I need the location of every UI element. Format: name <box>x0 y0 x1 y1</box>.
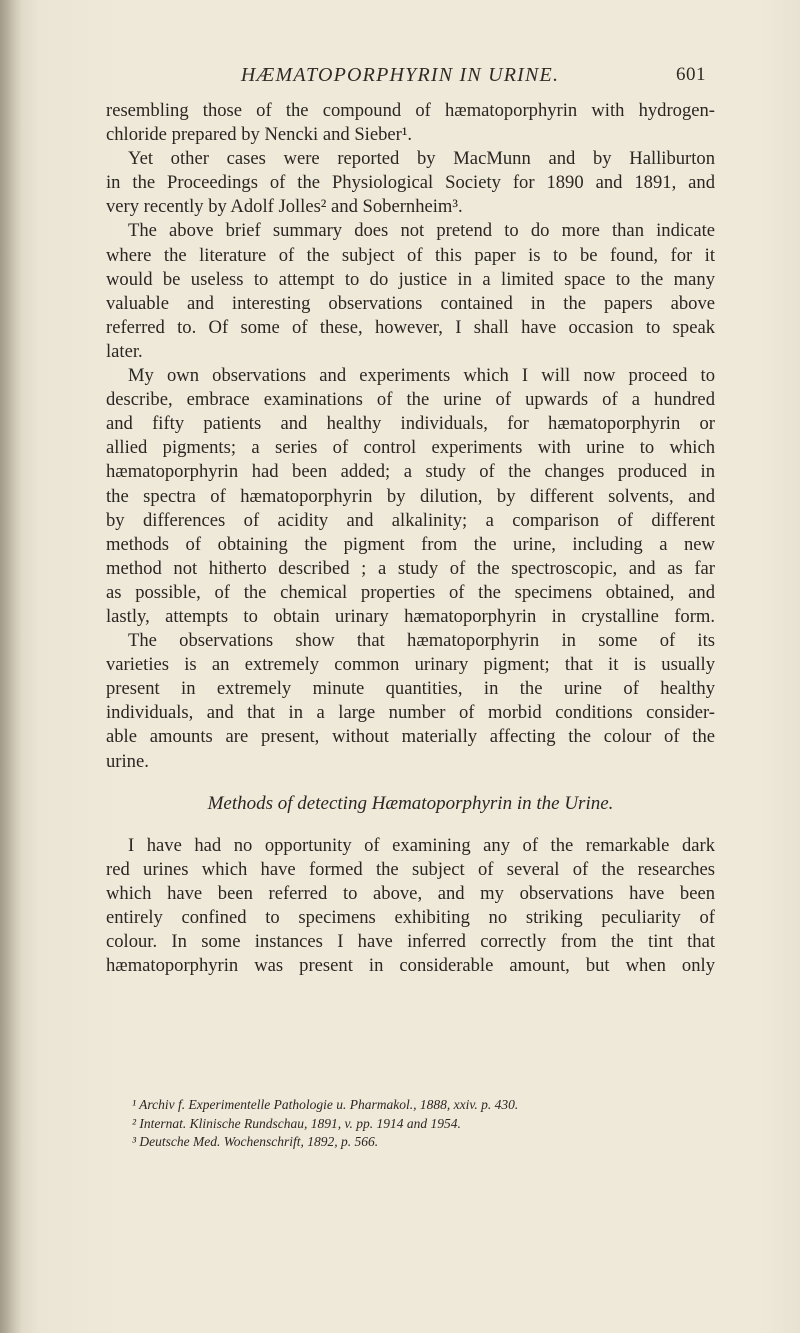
text-line: present in extremely minute quantities, in the urine of healthy <box>106 678 715 700</box>
text-line: method not hitherto described ; a study of the spectroscopic, and as far <box>106 557 715 579</box>
running-title: HÆMATOPORPHYRIN IN URINE. <box>240 64 560 86</box>
text-line: The observations show that hæmatoporphyrin in some of its <box>128 630 715 652</box>
text-line: the spectra of hæmatoporphyrin by dilution, by different solvents, and <box>106 485 715 507</box>
text-line: chloride prepared by Nencki and Sieber¹. <box>106 124 413 146</box>
text-line: as possible, of the chemical properties of the specimens obtained, and <box>106 581 715 603</box>
text-line: methods of obtaining the pigment from the urine, including a new <box>106 533 715 555</box>
text-line: able amounts are present, without materially affecting the colour of the <box>106 726 715 748</box>
text-line: red urines which have formed the subject of several of the researches <box>106 858 715 880</box>
text-line: in the Proceedings of the Physiological Society for 1890 and 1891, and <box>106 172 715 194</box>
footnote: ¹ Archiv f. Experimentelle Pathologie u. Pharmakol., 1888, xxiv. p. 430. <box>132 1097 519 1112</box>
text-line: would be useless to attempt to do justice in a limited space to the many <box>106 268 715 290</box>
text-line: very recently by Adolf Jolles² and Sobernheim³. <box>106 196 463 218</box>
text-line: colour. In some instances I have inferred correctly from the tint that <box>106 931 715 952</box>
text-line: by differences of acidity and alkalinity; a comparison of different <box>106 509 715 531</box>
text-line: later. <box>106 340 143 362</box>
text-line: My own observations and experiments which I will now proceed to <box>128 365 715 387</box>
section-heading: Methods of detecting Hæmatoporphyrin in the Urine. <box>207 792 614 814</box>
text-line: entirely confined to specimens exhibiting no striking peculiarity of <box>106 906 715 928</box>
footnote: ² Internat. Klinische Rundschau, 1891, v. pp. 1914 and 1954. <box>132 1115 461 1131</box>
text-line: resembling those of the compound of hæmatoporphyrin with hydrogen- <box>106 100 715 121</box>
page-number: 601 <box>676 64 706 85</box>
footnote: ³ Deutsche Med. Wochenschrift, 1892, p. 566. <box>132 1134 379 1150</box>
text-line: varieties is an extremely common urinary pigment; that it is usually <box>106 654 715 676</box>
text-line: valuable and interesting observations contained in the papers above <box>106 292 715 314</box>
text-line: where the literature of the subject of this paper is to be found, for it <box>106 244 715 266</box>
text-line: The above brief summary does not pretend to do more than indicate <box>128 220 715 242</box>
footnotes <box>132 1096 692 1152</box>
text-line: I have had no opportunity of examining any of the remarkable dark <box>128 834 715 856</box>
text-line: describe, embrace examinations of the urine of upwards of a hundred <box>106 389 715 411</box>
text-line: which have been referred to above, and my observations have been <box>106 882 715 904</box>
body-text <box>106 99 715 978</box>
text-line: Yet other cases were reported by MacMunn and by Halliburton <box>128 148 715 170</box>
text-line: lastly, attempts to obtain urinary hæmatoporphyrin in crystalline form. <box>106 605 715 627</box>
text-line: urine. <box>106 750 149 772</box>
text-line: and fifty patients and healthy individuals, for hæmatoporphyrin or <box>106 413 715 435</box>
text-line: hæmatoporphyrin had been added; a study of the changes produced in <box>106 461 715 483</box>
text-line: referred to. Of some of these, however, I shall have occasion to speak <box>106 316 715 338</box>
text-line: individuals, and that in a large number of morbid conditions consider- <box>106 702 715 724</box>
binding-gutter-shadow <box>0 0 22 1333</box>
text-line: allied pigments; a series of control experiments with urine to which <box>106 437 715 459</box>
text-line: hæmatoporphyrin was present in considerable amount, but when only <box>106 955 715 977</box>
